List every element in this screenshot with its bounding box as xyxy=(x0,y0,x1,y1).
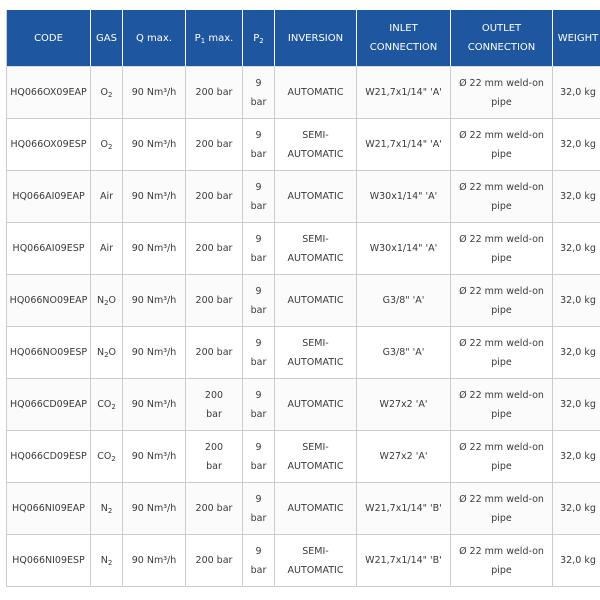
cell-outlet-connection: Ø 22 mm weld-on pipe xyxy=(451,483,553,535)
cell-q-max: 90 Nm³/h xyxy=(123,535,186,587)
cell-p2: 9 bar xyxy=(243,431,275,483)
cell-code: HQ066NO09EAP xyxy=(7,275,91,327)
table-row xyxy=(7,431,600,483)
table-row xyxy=(7,275,600,327)
cell-p1-max: 200 bar xyxy=(186,327,243,379)
cell-inlet-connection: W21,7x1/14" 'B' xyxy=(357,483,451,535)
table-row xyxy=(7,535,600,587)
cell-p2: 9 bar xyxy=(243,483,275,535)
cell-inlet-connection: W27x2 'A' xyxy=(357,379,451,431)
cell-gas: $O_2$ xyxy=(91,119,123,171)
cell-q-max: 90 Nm³/h xyxy=(123,171,186,223)
header-inlet-connection: INLET CONNECTION xyxy=(357,10,451,67)
cell-p1-max: 200 bar xyxy=(186,67,243,119)
cell-inlet-connection: W21,7x1/14" 'A' xyxy=(357,119,451,171)
cell-outlet-connection: Ø 22 mm weld-on pipe xyxy=(451,171,553,223)
cell-code: HQ066CD09ESP xyxy=(7,431,91,483)
cell-p2: 9 bar xyxy=(243,223,275,275)
cell-code: HQ066AI09ESP xyxy=(7,223,91,275)
cell-p2: 9 bar xyxy=(243,171,275,223)
cell-gas: Air xyxy=(91,223,123,275)
table-row xyxy=(7,171,600,223)
cell-q-max: 90 Nm³/h xyxy=(123,67,186,119)
cell-p1-max: 200 bar xyxy=(186,535,243,587)
cell-p2: 9 bar xyxy=(243,379,275,431)
cell-code: HQ066NI09EAP xyxy=(7,483,91,535)
cell-gas: $CO_2$ xyxy=(91,379,123,431)
cell-p1-max: 200 bar xyxy=(186,119,243,171)
cell-weight: 32,0 kg xyxy=(553,171,600,223)
cell-gas: $N_2O$ xyxy=(91,327,123,379)
cell-p1-max: 200 bar xyxy=(186,431,243,483)
product-spec-table xyxy=(6,10,600,587)
cell-code: HQ066NO09ESP xyxy=(7,327,91,379)
cell-p2: 9 bar xyxy=(243,535,275,587)
cell-weight: 32,0 kg xyxy=(553,275,600,327)
cell-inlet-connection: W21,7x1/14" 'B' xyxy=(357,535,451,587)
cell-p1-max: 200 bar xyxy=(186,171,243,223)
cell-outlet-connection: Ø 22 mm weld-on pipe xyxy=(451,223,553,275)
cell-q-max: 90 Nm³/h xyxy=(123,483,186,535)
cell-p2: 9 bar xyxy=(243,327,275,379)
table-row xyxy=(7,379,600,431)
cell-outlet-connection: Ø 22 mm weld-on pipe xyxy=(451,379,553,431)
cell-code: HQ066AI09EAP xyxy=(7,171,91,223)
cell-outlet-connection: Ø 22 mm weld-on pipe xyxy=(451,327,553,379)
cell-q-max: 90 Nm³/h xyxy=(123,431,186,483)
cell-inversion: AUTOMATIC xyxy=(275,67,357,119)
cell-outlet-connection: Ø 22 mm weld-on pipe xyxy=(451,67,553,119)
cell-weight: 32,0 kg xyxy=(553,327,600,379)
cell-p1-max: 200 bar xyxy=(186,275,243,327)
cell-inlet-connection: W21,7x1/14" 'A' xyxy=(357,67,451,119)
header-q-max: Q max. xyxy=(123,10,186,67)
cell-code: HQ066OX09ESP xyxy=(7,119,91,171)
cell-p2: 9 bar xyxy=(243,67,275,119)
table-row xyxy=(7,223,600,275)
header-code: CODE xyxy=(7,10,91,67)
cell-inversion: SEMI- AUTOMATIC xyxy=(275,535,357,587)
cell-p1-max: 200 bar xyxy=(186,483,243,535)
cell-weight: 32,0 kg xyxy=(553,379,600,431)
cell-q-max: 90 Nm³/h xyxy=(123,275,186,327)
cell-p2: 9 bar xyxy=(243,275,275,327)
cell-outlet-connection: Ø 22 mm weld-on pipe xyxy=(451,431,553,483)
cell-outlet-connection: Ø 22 mm weld-on pipe xyxy=(451,119,553,171)
cell-code: HQ066NI09ESP xyxy=(7,535,91,587)
table-header-row xyxy=(7,10,600,67)
cell-weight: 32,0 kg xyxy=(553,483,600,535)
cell-gas: $N_2O$ xyxy=(91,275,123,327)
cell-inlet-connection: W27x2 'A' xyxy=(357,431,451,483)
table-row xyxy=(7,119,600,171)
cell-gas: $O_2$ xyxy=(91,67,123,119)
cell-inlet-connection: G3/8" 'A' xyxy=(357,327,451,379)
cell-outlet-connection: Ø 22 mm weld-on pipe xyxy=(451,275,553,327)
cell-p2: 9 bar xyxy=(243,119,275,171)
cell-outlet-connection: Ø 22 mm weld-on pipe xyxy=(451,535,553,587)
header-inversion: INVERSION xyxy=(275,10,357,67)
cell-inlet-connection: G3/8" 'A' xyxy=(357,275,451,327)
cell-q-max: 90 Nm³/h xyxy=(123,119,186,171)
cell-inversion: AUTOMATIC xyxy=(275,483,357,535)
cell-inversion: AUTOMATIC xyxy=(275,275,357,327)
cell-inlet-connection: W30x1/14" 'A' xyxy=(357,171,451,223)
table-row xyxy=(7,67,600,119)
cell-weight: 32,0 kg xyxy=(553,119,600,171)
cell-inversion: AUTOMATIC xyxy=(275,379,357,431)
cell-inversion: SEMI- AUTOMATIC xyxy=(275,327,357,379)
cell-weight: 32,0 kg xyxy=(553,431,600,483)
cell-gas: $N_2$ xyxy=(91,535,123,587)
cell-gas: $N_2$ xyxy=(91,483,123,535)
cell-weight: 32,0 kg xyxy=(553,67,600,119)
cell-gas: $CO_2$ xyxy=(91,431,123,483)
header-p2: $P_2$ xyxy=(243,10,275,67)
header-weight: WEIGHT xyxy=(553,10,600,67)
cell-inversion: SEMI- AUTOMATIC xyxy=(275,223,357,275)
cell-q-max: 90 Nm³/h xyxy=(123,327,186,379)
cell-p1-max: 200 bar xyxy=(186,223,243,275)
header-p1-max: $P_1$ max. xyxy=(186,10,243,67)
cell-p1-max: 200 bar xyxy=(186,379,243,431)
cell-inversion: SEMI- AUTOMATIC xyxy=(275,431,357,483)
table-row xyxy=(7,483,600,535)
cell-weight: 32,0 kg xyxy=(553,535,600,587)
table-row xyxy=(7,327,600,379)
cell-gas: Air xyxy=(91,171,123,223)
header-gas: GAS xyxy=(91,10,123,67)
cell-q-max: 90 Nm³/h xyxy=(123,223,186,275)
cell-weight: 32,0 kg xyxy=(553,223,600,275)
header-outlet-connection: OUTLET CONNECTION xyxy=(451,10,553,67)
cell-code: HQ066OX09EAP xyxy=(7,67,91,119)
cell-inversion: AUTOMATIC xyxy=(275,171,357,223)
cell-q-max: 90 Nm³/h xyxy=(123,379,186,431)
cell-inversion: SEMI- AUTOMATIC xyxy=(275,119,357,171)
cell-inlet-connection: W30x1/14" 'A' xyxy=(357,223,451,275)
cell-code: HQ066CD09EAP xyxy=(7,379,91,431)
